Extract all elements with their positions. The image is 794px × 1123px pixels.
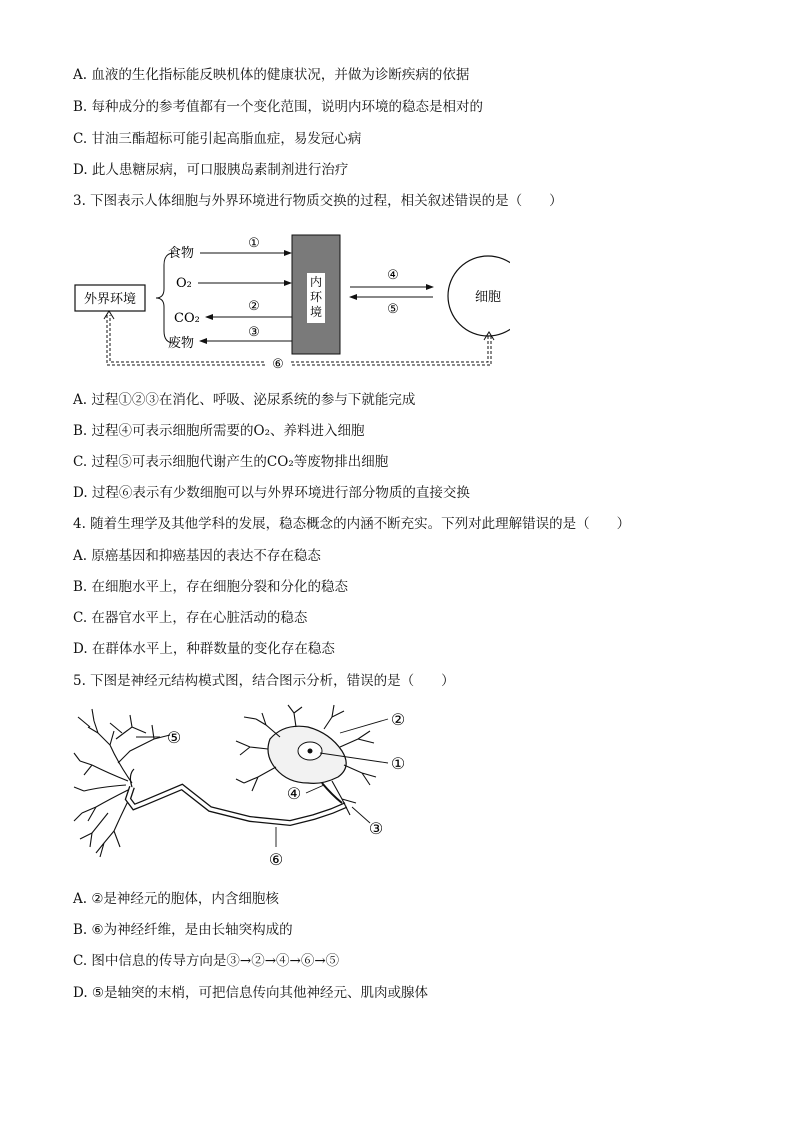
q4-stem: 4. 随着生理学及其他学科的发展，稳态概念的内涵不断充实。下列对此理解错误的是（ ）: [73, 516, 631, 532]
exchange-diagram: [70, 225, 510, 375]
brace: [156, 253, 174, 343]
num-5: ⑤: [387, 302, 399, 317]
co2-label: CO₂: [174, 311, 200, 326]
env-label: 外界环境: [83, 292, 137, 307]
o2-label: O₂: [176, 276, 192, 291]
q5-option-a: A. ②是神经元的胞体，内含细胞核: [73, 891, 279, 907]
internal-label-2: 环: [309, 290, 323, 304]
q3-option-d: D. 过程⑥表示有少数细胞可以与外界环境进行部分物质的直接交换: [73, 485, 470, 501]
food-label: 食物: [168, 246, 195, 261]
q5-option-c: C. 图中信息的传导方向是③→②→④→⑥→⑤: [73, 953, 340, 969]
q2-option-a: A. 血液的生化指标能反映机体的健康状况，并做为诊断疾病的依据: [73, 67, 470, 83]
waste-label: 废物: [168, 336, 195, 351]
q4-option-d: D. 在群体水平上，种群数量的变化存在稳态: [73, 641, 335, 657]
q2-option-d: D. 此人患糖尿病，可口服胰岛素制剂进行治疗: [73, 162, 349, 178]
q4-option-b: B. 在细胞水平上，存在细胞分裂和分化的稳态: [73, 579, 349, 595]
num-6: ⑥: [272, 357, 284, 372]
q4-option-a: A. 原癌基因和抑癌基因的表达不存在稳态: [73, 548, 321, 564]
num-2: ②: [248, 299, 260, 314]
q2-option-b: B. 每种成分的参考值都有一个变化范围，说明内环境的稳态是相对的: [73, 99, 484, 115]
num-4: ④: [387, 268, 399, 283]
q5-option-d: D. ⑤是轴突的末梢，可把信息传向其他神经元、肌肉或腺体: [73, 985, 429, 1001]
q3-option-a: A. 过程①②③在消化、呼吸、泌尿系统的参与下就能完成: [73, 392, 416, 408]
neuron-num-4: ④: [286, 784, 302, 803]
num-3: ③: [248, 325, 260, 340]
neuron-num-6: ⑥: [268, 850, 284, 869]
neuron-diagram: [70, 703, 420, 873]
axon-terminal: [74, 709, 170, 857]
q4-option-c: C. 在器官水平上，存在心脏活动的稳态: [73, 610, 308, 626]
q2-option-c: C. 甘油三酯超标可能引起高脂血症，易发冠心病: [73, 131, 362, 147]
neuron-num-3: ③: [368, 819, 384, 838]
neuron-num-5: ⑤: [166, 728, 182, 747]
q5-stem: 5. 下图是神经元结构模式图，结合图示分析，错误的是（ ）: [73, 673, 455, 689]
num-1: ①: [248, 236, 260, 251]
q5-option-b: B. ⑥为神经纤维，是由长轴突构成的: [73, 922, 293, 938]
neuron-num-2: ②: [390, 710, 406, 729]
q3-option-b: B. 过程④可表示细胞所需要的O₂、养料进入细胞: [73, 423, 365, 439]
internal-label-1: 内: [309, 275, 323, 289]
cell-label: 细胞: [474, 290, 502, 305]
q3-option-c: C. 过程⑤可表示细胞代谢产生的CO₂等废物排出细胞: [73, 454, 389, 470]
neuron-num-1: ①: [390, 754, 406, 773]
q3-stem: 3. 下图表示人体细胞与外界环境进行物质交换的过程，相关叙述错误的是（ ）: [73, 193, 563, 209]
internal-label-3: 境: [309, 305, 323, 319]
